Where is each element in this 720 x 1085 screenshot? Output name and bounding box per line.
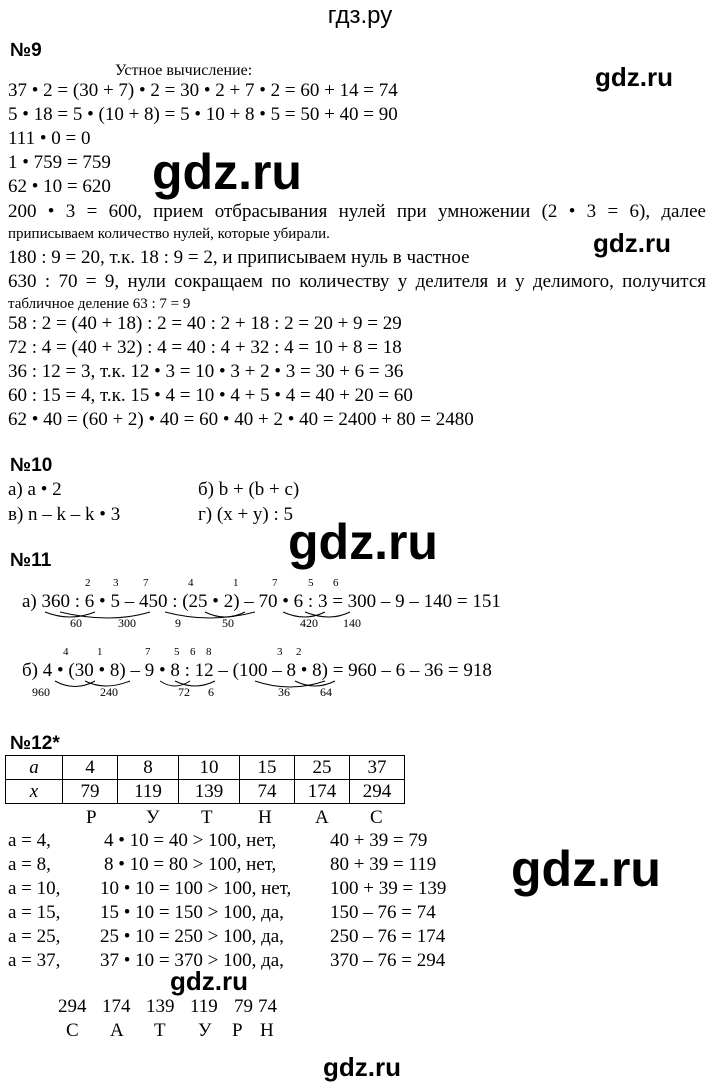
table-letter: С — [370, 807, 383, 828]
intermediate-result: 240 — [100, 685, 118, 699]
task-9-line: 62 • 10 = 620 — [8, 176, 111, 197]
order-number: 2 — [85, 577, 91, 589]
intermediate-result: 300 — [118, 616, 136, 630]
task-10-item-v: в) n – k – k • 3 — [8, 504, 121, 525]
task-10-item-b: б) b + (b + c) — [198, 479, 300, 500]
task-9-line: 37 • 2 = (30 + 7) • 2 = 30 • 2 + 7 • 2 = 60 + 14 = 74 — [8, 80, 398, 101]
task-10-item-a: а) a • 2 — [8, 479, 62, 500]
calc-col-a: а = 37, — [8, 950, 61, 971]
task-9-line: 62 • 40 = (60 + 2) • 40 = 60 • 40 + 2 • 40 = 2400 + 80 = 2480 — [8, 409, 474, 430]
order-number: 3 — [113, 577, 119, 589]
task-9-line: 58 : 2 = (40 + 18) : 2 = 40 : 2 + 18 : 2 = 20 + 9 = 29 — [8, 313, 402, 334]
task-9-paragraph: табличное деление 63 : 7 = 9 — [8, 296, 191, 312]
calc-col-a: а = 10, — [8, 878, 61, 899]
order-number: 7 — [145, 646, 151, 658]
answer-letter: Р — [232, 1020, 243, 1041]
task-11-expression-a: а) 360 : 6 • 5 – 450 : (25 • 2) – 70 • 6 : 3 = 300 – 9 – 140 = 151 — [22, 591, 501, 612]
table-letter: Н — [258, 807, 272, 828]
table-cell: a — [6, 756, 63, 780]
answer-letter: А — [110, 1020, 124, 1041]
calc-col-check: 15 • 10 = 150 > 100, да, — [100, 902, 284, 923]
intermediate-result: 50 — [222, 616, 234, 630]
intermediate-result: 9 — [175, 616, 181, 630]
calc-col-result: 370 – 76 = 294 — [330, 950, 446, 971]
task-9-line: 5 • 18 = 5 • (10 + 8) = 5 • 10 + 8 • 5 = 50 + 40 = 90 — [8, 104, 398, 125]
task-9-paragraph: 200 • 3 = 600, прием отбрасывания нулей при умножении (2 • 3 = 6), далее — [8, 201, 706, 222]
answer-letter: У — [198, 1020, 212, 1041]
intermediate-result: 140 — [343, 616, 361, 630]
task-10-title: №10 — [10, 455, 53, 476]
values-table — [5, 755, 405, 804]
watermark: gdz.ru — [170, 966, 248, 996]
intermediate-result: 72 — [178, 685, 190, 699]
answer-number: 174 — [102, 996, 131, 1017]
calc-col-check: 8 • 10 = 80 > 100, нет, — [104, 854, 277, 875]
calc-col-result: 80 + 39 = 119 — [330, 854, 437, 875]
calc-col-check: 10 • 10 = 100 > 100, нет, — [100, 878, 292, 899]
order-number: 5 — [308, 577, 314, 589]
table-cell: 119 — [118, 780, 179, 804]
watermark: gdz.ru — [511, 841, 661, 897]
intermediate-result: 36 — [278, 685, 290, 699]
table-cell: 4 — [63, 756, 118, 780]
table-cell: x — [6, 780, 63, 804]
answer-number: 294 — [58, 996, 87, 1017]
table-row — [6, 756, 405, 780]
order-number: 1 — [233, 577, 239, 589]
task-9-title: №9 — [10, 40, 42, 61]
task-9-paragraph: 180 : 9 = 20, т.к. 18 : 9 = 2, и приписываем нуль в частное — [8, 247, 470, 268]
calc-col-check: 25 • 10 = 250 > 100, да, — [100, 926, 284, 947]
watermark: gdz.ru — [593, 228, 671, 258]
answer-letter: Т — [154, 1020, 166, 1041]
table-row — [6, 780, 405, 804]
answer-number: 139 — [146, 996, 175, 1017]
calc-col-a: а = 15, — [8, 902, 61, 923]
order-number: 4 — [188, 577, 194, 589]
table-cell: 25 — [295, 756, 350, 780]
table-cell: 8 — [118, 756, 179, 780]
answer-number: 79 — [234, 996, 253, 1017]
table-cell: 139 — [179, 780, 240, 804]
intermediate-result: 60 — [70, 616, 82, 630]
intermediate-result: 6 — [208, 685, 214, 699]
order-number: 7 — [272, 577, 278, 589]
calc-col-check: 4 • 10 = 40 > 100, нет, — [104, 830, 277, 851]
watermark: gdz.ru — [288, 514, 438, 570]
site-header: гдз.ру — [327, 2, 393, 29]
order-number: 1 — [97, 646, 103, 658]
table-cell: 37 — [350, 756, 405, 780]
task-9-line: 60 : 15 = 4, т.к. 15 • 4 = 10 • 4 + 5 • 4 = 40 + 20 = 60 — [8, 385, 413, 406]
calc-col-a: а = 4, — [8, 830, 51, 851]
calc-col-a: а = 8, — [8, 854, 51, 875]
order-number: 2 — [296, 646, 302, 658]
task-9-subtitle: Устное вычисление: — [115, 62, 253, 79]
intermediate-result: 960 — [32, 685, 50, 699]
answer-letter: С — [66, 1020, 79, 1041]
table-cell: 15 — [240, 756, 295, 780]
task-9-line: 111 • 0 = 0 — [8, 128, 91, 149]
table-cell: 10 — [179, 756, 240, 780]
table-letter: А — [315, 807, 329, 828]
task-9-paragraph: приписываем количество нулей, которые убирали. — [8, 226, 330, 242]
task-9-paragraph: 630 : 70 = 9, нули сокращаем по количеству у делителя и у делимого, получится — [8, 271, 706, 292]
order-number: 5 — [174, 646, 180, 658]
calc-col-result: 40 + 39 = 79 — [330, 830, 428, 851]
order-number: 6 — [333, 577, 339, 589]
table-cell: 79 — [63, 780, 118, 804]
table-cell: 174 — [295, 780, 350, 804]
order-number: 6 — [190, 646, 196, 658]
watermark: gdz.ru — [595, 62, 673, 92]
watermark: gdz.ru — [152, 144, 302, 200]
table-letter: У — [146, 807, 160, 828]
intermediate-result: 420 — [300, 616, 318, 630]
calc-col-result: 100 + 39 = 139 — [330, 878, 447, 899]
table-letter: Т — [201, 807, 213, 828]
answer-number: 119 — [190, 996, 218, 1017]
table-cell: 74 — [240, 780, 295, 804]
task-11-title: №11 — [10, 550, 52, 571]
task-9-line: 72 : 4 = (40 + 32) : 4 = 40 : 4 + 32 : 4 = 10 + 8 = 18 — [8, 337, 402, 358]
task-9-line: 1 • 759 = 759 — [8, 152, 111, 173]
task-11-expression-b: б) 4 • (30 • 8) – 9 • 8 : 12 – (100 – 8 • 8) = 960 – 6 – 36 = 918 — [22, 660, 492, 681]
task-10-item-g: г) (x + y) : 5 — [198, 504, 294, 525]
task-12-title: №12* — [10, 733, 60, 754]
calc-col-result: 150 – 76 = 74 — [330, 902, 436, 923]
calc-col-a: а = 25, — [8, 926, 61, 947]
calc-col-result: 250 – 76 = 174 — [330, 926, 446, 947]
table-cell: 294 — [350, 780, 405, 804]
table-letter: Р — [86, 807, 97, 828]
order-number: 4 — [63, 646, 69, 658]
order-number: 7 — [143, 577, 149, 589]
order-number: 3 — [277, 646, 283, 658]
intermediate-result: 64 — [320, 685, 332, 699]
watermark: gdz.ru — [323, 1052, 401, 1082]
answer-number: 74 — [258, 996, 277, 1017]
calc-col-check: 37 • 10 = 370 > 100, да, — [100, 950, 284, 971]
order-number: 8 — [206, 646, 212, 658]
task-9-line: 36 : 12 = 3, т.к. 12 • 3 = 10 • 3 + 2 • 3 = 30 + 6 = 36 — [8, 361, 404, 382]
answer-letter: Н — [260, 1020, 274, 1041]
